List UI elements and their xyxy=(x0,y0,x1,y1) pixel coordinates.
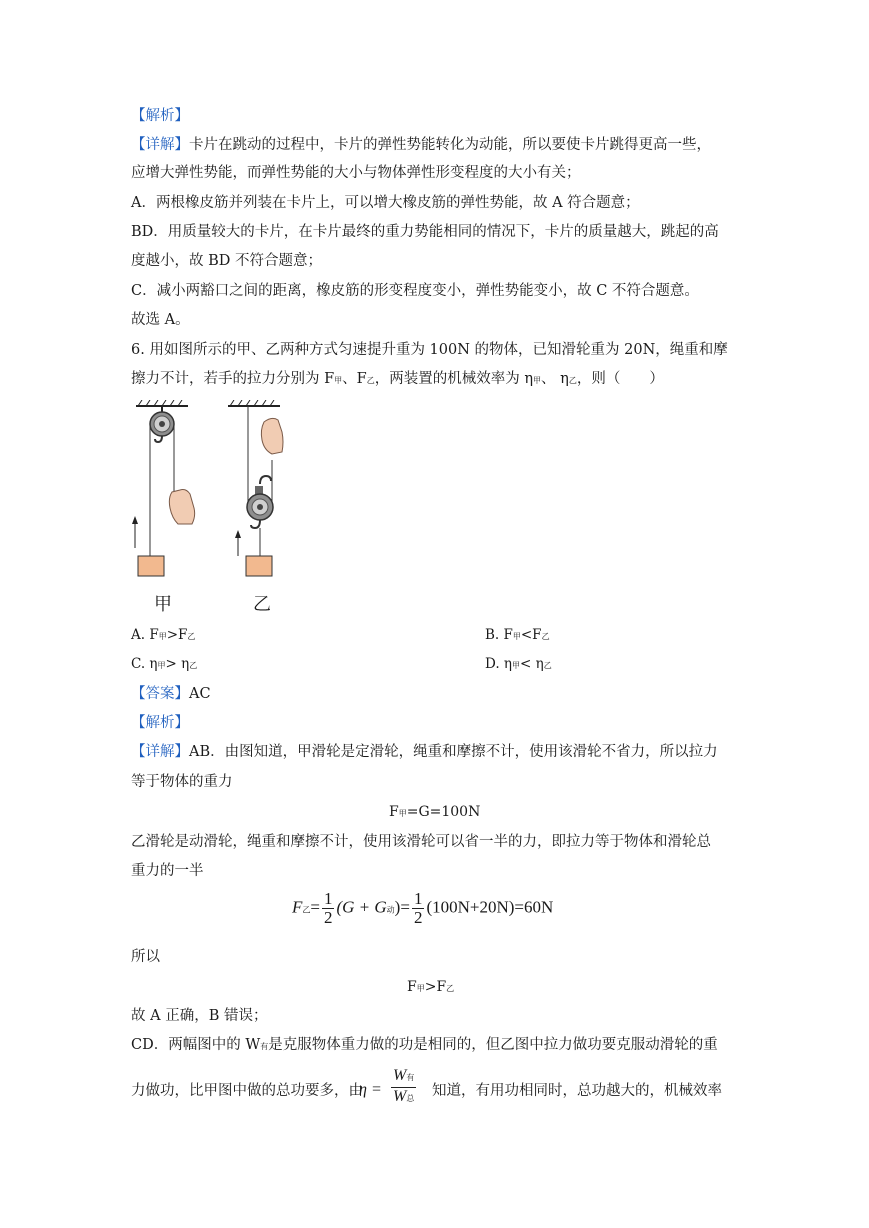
suoyi-text: 所以 xyxy=(131,949,160,965)
q6-text-a: 擦力不计，若手的拉力分别为 F xyxy=(131,371,335,387)
q6-text-e: ，则（ ） xyxy=(576,371,664,387)
option-c-text: C. η xyxy=(131,656,158,672)
equation-2 xyxy=(407,977,454,999)
eta-denominator xyxy=(391,1088,416,1108)
option-c xyxy=(131,655,197,675)
efficiency-formula xyxy=(359,1067,431,1117)
pulley-figure xyxy=(128,400,288,616)
formula-paren1-close: ) xyxy=(394,897,401,917)
eta-num-w: W xyxy=(393,1067,407,1084)
detail-text-1: 卡片在跳动的过程中，卡片的弹性势能转化为动能，所以要使卡片跳得更高一些， xyxy=(189,137,711,153)
question-6-line-2 xyxy=(131,369,664,391)
option-bd-explanation-2: 度越小，故 BD 不符合题意； xyxy=(131,253,322,269)
option-b-sub1: 甲 xyxy=(512,632,521,641)
jiexi-label: 【解析】 xyxy=(131,108,189,124)
formula-result: =60N xyxy=(514,897,554,917)
eq2-sub1: 甲 xyxy=(416,984,425,993)
eta-den-sub: 总 xyxy=(406,1094,415,1103)
eta-den-w: W xyxy=(393,1088,407,1105)
formula-f-yi xyxy=(292,890,592,940)
detail-line-1 xyxy=(131,135,711,155)
cd-sub: 有 xyxy=(260,1042,269,1051)
detail-label: 【详解】 xyxy=(131,137,189,153)
answer-line xyxy=(131,684,211,704)
option-c-sub1: 甲 xyxy=(157,661,166,670)
option-a-text: A. F xyxy=(131,627,159,643)
cd-line-2-end: 知道，有用功相同时，总功越大的，机械效率 xyxy=(432,1083,722,1099)
eta-fraction xyxy=(391,1067,416,1108)
option-b-sub2: 乙 xyxy=(541,632,550,641)
option-d-rel: < η xyxy=(520,656,544,672)
q6-text-b: 、F xyxy=(342,371,367,387)
detail-line-2: 应增大弹性势能，而弹性势能的大小与物体弹性形变程度的大小有关； xyxy=(131,165,581,181)
formula-g-sub: 动 xyxy=(386,905,395,915)
option-b xyxy=(485,626,550,646)
answer-label: 【答案】 xyxy=(131,686,189,702)
option-d-sub1: 甲 xyxy=(512,661,521,670)
option-bd-explanation-1: BD．用质量较大的卡片，在卡片最终的重力势能相同的情况下，卡片的质量越大，跳起的高 xyxy=(131,224,719,240)
eq1-f: F xyxy=(389,804,399,820)
fraction-half-2 xyxy=(412,890,425,927)
option-d-sub2: 乙 xyxy=(543,661,552,670)
option-d xyxy=(485,655,552,675)
formula-eq2: = xyxy=(400,897,410,917)
question-6-line-1: 6. 用如图所示的甲、乙两种方式匀速提升重为 100N 的物体，已知滑轮重为 20N，绳重和摩 xyxy=(131,342,728,358)
cd-text-a: CD．两幅图中的 W xyxy=(131,1037,261,1053)
equation-1 xyxy=(389,802,480,824)
formula-paren2: (100N+20N) xyxy=(426,897,515,917)
eta-symbol: η = xyxy=(359,1081,382,1098)
eq1-rest: =G=100N xyxy=(406,804,481,820)
option-c-rel: > η xyxy=(165,656,190,672)
q6-text-d: 、 η xyxy=(541,371,569,387)
option-b-rel: <F xyxy=(520,627,542,643)
eta-num-sub: 有 xyxy=(406,1073,415,1082)
option-d-text: D. η xyxy=(485,656,513,672)
label-jia: 甲 xyxy=(154,594,172,615)
conclusion-text: 故选 A。 xyxy=(131,312,190,328)
cd-line-2-start: 力做功，比甲图中做的总功要多，由 xyxy=(131,1083,363,1099)
q6-sub-3: 甲 xyxy=(533,376,542,385)
fraction-half-1 xyxy=(322,890,335,927)
pulley-diagram xyxy=(128,400,288,616)
label-yi: 乙 xyxy=(253,594,271,615)
formula-lhs: F xyxy=(292,897,303,917)
q6-text-c: ，两装置的机械效率为 η xyxy=(374,371,534,387)
answer-value: AC xyxy=(189,686,211,702)
a-correct-text: 故 A 正确，B 错误； xyxy=(131,1008,268,1024)
q6-sub-4: 乙 xyxy=(568,376,577,385)
ab-line-2: 等于物体的重力 xyxy=(131,774,233,790)
formula-eq1: = xyxy=(310,897,320,917)
frac1-den: 2 xyxy=(323,908,333,927)
eq2-sub2: 乙 xyxy=(446,984,455,993)
frac2-num: 1 xyxy=(413,889,423,908)
cd-text-b: 是克服物体重力做的功是相同的，但乙图中拉力做功要克服动滑轮的重 xyxy=(268,1037,718,1053)
eq2-f1: F xyxy=(407,979,417,995)
option-a-explanation: A．两根橡皮筋并列装在卡片上，可以增大橡皮筋的弹性势能，故 A 符合题意； xyxy=(131,195,640,211)
option-a xyxy=(131,626,195,646)
ab-text-1: AB．由图知道，甲滑轮是定滑轮，绳重和摩擦不计，使用该滑轮不省力，所以拉力 xyxy=(189,744,718,760)
eta-numerator xyxy=(391,1067,416,1088)
q6-sub-1: 甲 xyxy=(334,376,343,385)
eq2-rel: >F xyxy=(424,979,447,995)
frac2-den: 2 xyxy=(413,908,423,927)
option-a-rel: >F xyxy=(166,627,188,643)
option-c-explanation: C．减小两豁口之间的距离，橡皮筋的形变程度变小，弹性势能变小，故 C 不符合题意。 xyxy=(131,283,699,299)
formula-paren1: (G + G xyxy=(336,897,387,917)
ab-line-1 xyxy=(131,742,718,762)
option-b-text: B. F xyxy=(485,627,513,643)
frac1-num: 1 xyxy=(323,889,333,908)
option-a-sub2: 乙 xyxy=(187,632,196,641)
detail-label-2: 【详解】 xyxy=(131,744,189,760)
cd-line-1 xyxy=(131,1035,718,1057)
yi-line-2: 重力的一半 xyxy=(131,863,204,879)
formula-lhs-sub: 乙 xyxy=(302,905,311,915)
option-a-sub1: 甲 xyxy=(158,632,167,641)
option-c-sub2: 乙 xyxy=(189,661,198,670)
jiexi-label-2: 【解析】 xyxy=(131,715,189,731)
q6-sub-2: 乙 xyxy=(366,376,375,385)
yi-line-1: 乙滑轮是动滑轮，绳重和摩擦不计，使用该滑轮可以省一半的力，即拉力等于物体和滑轮总 xyxy=(131,834,711,850)
eq1-sub: 甲 xyxy=(398,809,407,818)
